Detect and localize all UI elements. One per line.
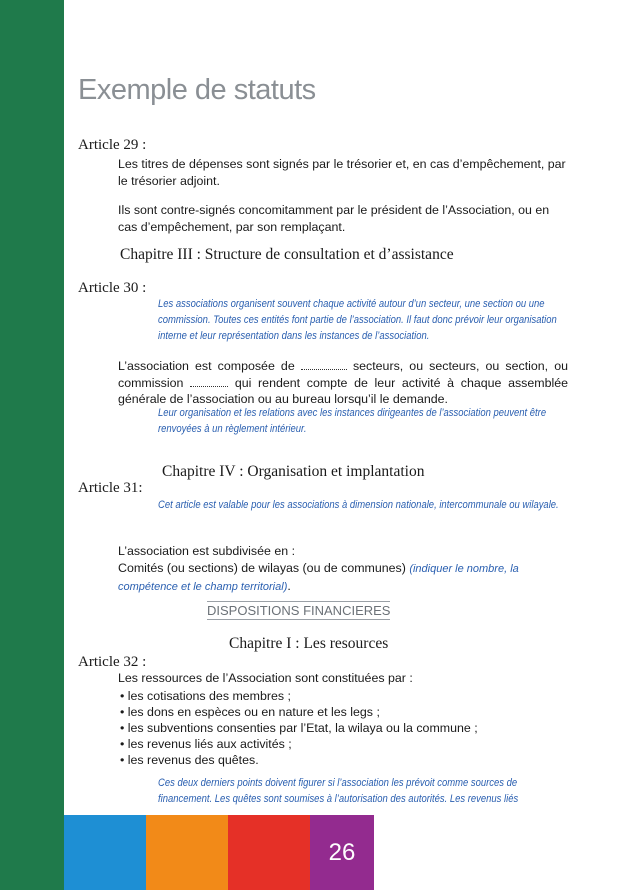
article-30-note-2: Leur organisation et les relations avec les instances dirigeantes de l’association peuvent être renvoyées à un règlement intérieur. [158,407,547,435]
blank-dotted-line [301,369,347,370]
article-30-heading: Article 30 : [78,280,147,296]
article-29-paragraph-1: Les titres de dépenses sont signés par le trésorier et, en cas d’empêchement, par le trésorier adjoint. [118,157,566,188]
list-item: • les revenus liés aux activités ; [120,737,292,751]
list-item: • les revenus des quêtes. [120,753,259,767]
footer-bar-blue [64,815,146,890]
chapter-1-heading: Chapitre I : Les resources [229,635,389,652]
article-31-paragraph-2 [118,560,573,595]
article-30-note-1: Les associations organisent souvent chaque activité autour d’un secteur, une section ou une commission. Toutes ces entités font partie de l’association. Il faut donc prévoir leur organisation interne et leur représentation dans les instances de l’association. [158,298,557,342]
list-item: • les cotisations des membres ; [120,689,291,703]
article-31-text-end: . [287,578,291,593]
page-title: Exemple de statuts [78,74,316,106]
article-32-heading: Article 32 : [78,654,147,670]
article-31-heading: Article 31: [78,480,143,496]
article-29-heading: Article 29 : [78,137,147,153]
article-31-note-1: Cet article est valable pour les associations à dimension nationale, intercommunale ou wilayale. [158,499,559,511]
blank-dotted-line [190,386,228,387]
article-31-inline-note: (indiquer le nombre, la compétence et le champ territorial) [118,563,519,593]
article-30-text-b: secteurs, ou secteurs, ou section, ou commission [118,359,568,390]
article-30-text-c: qui rendent compte de leur activité à chaque assemblée générale de l’association ou au bureau lorsqu’il le demande. [118,375,569,406]
resources-list [120,688,478,768]
green-sidebar [0,0,64,890]
footer-bar-orange [146,815,228,890]
article-30-paragraph [118,358,568,408]
footer-bar-green [0,815,64,890]
article-29-paragraph-2: Ils sont contre-signés concomitamment par le président de l’Association, ou en cas d’empêchement, par son remplaçant. [118,203,550,234]
article-31-paragraph-1: L’association est subdivisée en : [118,544,296,558]
footer-bar-red [228,815,310,890]
chapter-3-heading: Chapitre III : Structure de consultation et d’assistance [120,246,454,263]
list-item: • les subventions consenties par l’Etat, la wilaya ou la commune ; [120,721,478,735]
article-31-text-a: Comités (ou sections) de wilayas (ou de communes) [118,561,406,575]
page-number: 26 [310,815,374,890]
dispositions-financieres-heading: DISPOSITIONS FINANCIERES [207,603,391,618]
article-32-note-1: Ces deux derniers points doivent figurer si l’association les prévoit comme sources de financement. Les quêtes sont soumises à l’autorisation des autorités. Les revenus liés [158,777,519,805]
article-30-text-a: L’association est composée de [118,359,295,373]
chapter-4-heading: Chapitre IV : Organisation et implantation [162,463,425,480]
article-32-intro: Les ressources de l’Association sont constituées par : [118,671,413,685]
list-item: • les dons en espèces ou en nature et les legs ; [120,705,380,719]
